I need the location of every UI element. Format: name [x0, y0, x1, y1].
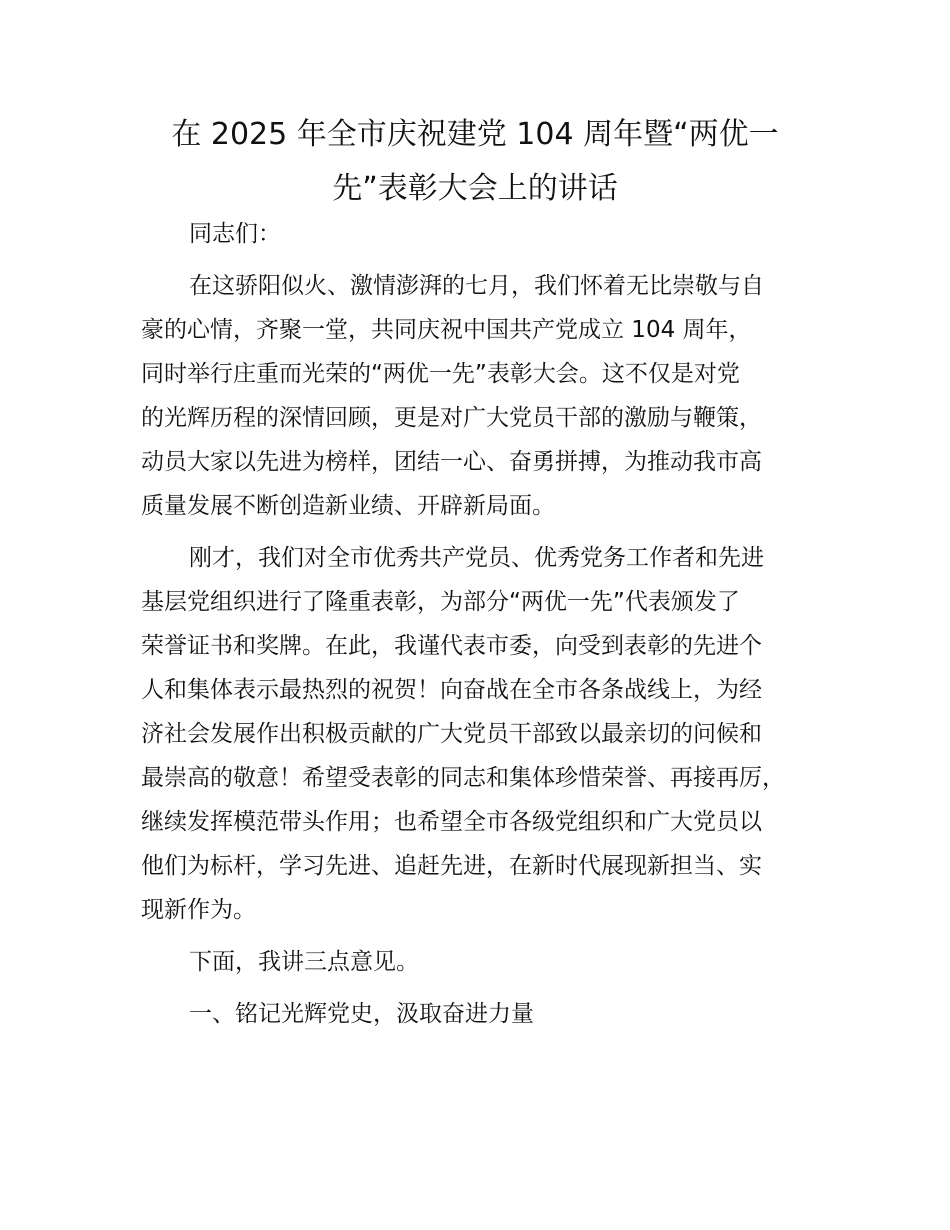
salutation — [141, 212, 821, 256]
paragraph-line: 同时举行庄重而光荣的“两优一先”表彰大会。这不仅是对党 — [141, 361, 740, 387]
paragraph-line: 最崇高的敬意！希望受表彰的同志和集体珍惜荣誉、再接再厉， — [141, 765, 785, 791]
transition-paragraph — [141, 940, 821, 984]
title-line-1: 在 2025 年全市庆祝建党 104 周年暨“两优一 — [171, 117, 779, 152]
paragraph-line: 济社会发展作出积极贡献的广大党员干部致以最亲切的问候和 — [141, 721, 762, 747]
paragraph-line: 基层党组织进行了隆重表彰，为部分“两优一先”代表颁发了 — [141, 589, 740, 615]
paragraph-line: 动员大家以先进为榜样，团结一心、奋勇拼搏，为推动我市高 — [141, 449, 762, 475]
paragraph-line: 人和集体表示最热烈的祝贺！向奋战在全市各条战线上，为经 — [141, 677, 762, 703]
salutation-text: 同志们： — [189, 221, 281, 247]
document-title — [140, 108, 810, 216]
paragraph-line: 豪的心情，齐聚一堂，共同庆祝中国共产党成立 104 周年， — [141, 317, 752, 343]
paragraph-line: 刚才，我们对全市优秀共产党员、优秀党务工作者和先进 — [189, 545, 764, 571]
section-heading — [141, 992, 821, 1036]
paragraph-line: 继续发挥模范带头作用；也希望全市各级党组织和广大党员以 — [141, 809, 762, 835]
paragraph-line: 荣誉证书和奖牌。在此，我谨代表市委，向受到表彰的先进个 — [141, 633, 762, 659]
paragraph-1 — [141, 264, 821, 528]
document-body — [141, 212, 821, 1044]
paragraph-line: 他们为标杆，学习先进、追赶先进，在新时代展现新担当、实 — [141, 853, 762, 879]
title-line-2: 先”表彰大会上的讲话 — [332, 171, 618, 206]
paragraph-line: 的光辉历程的深情回顾，更是对广大党员干部的激励与鞭策， — [141, 405, 762, 431]
paragraph-2 — [141, 536, 821, 932]
paragraph-line: 质量发展不断创造新业绩、开辟新局面。 — [141, 493, 555, 519]
section-heading-text: 一、铭记光辉党史，汲取奋进力量 — [189, 1001, 534, 1027]
paragraph-line: 现新作为。 — [141, 897, 256, 923]
transition-text: 下面，我讲三点意见。 — [189, 949, 419, 975]
paragraph-line: 在这骄阳似火、激情澎湃的七月，我们怀着无比崇敬与自 — [189, 273, 764, 299]
